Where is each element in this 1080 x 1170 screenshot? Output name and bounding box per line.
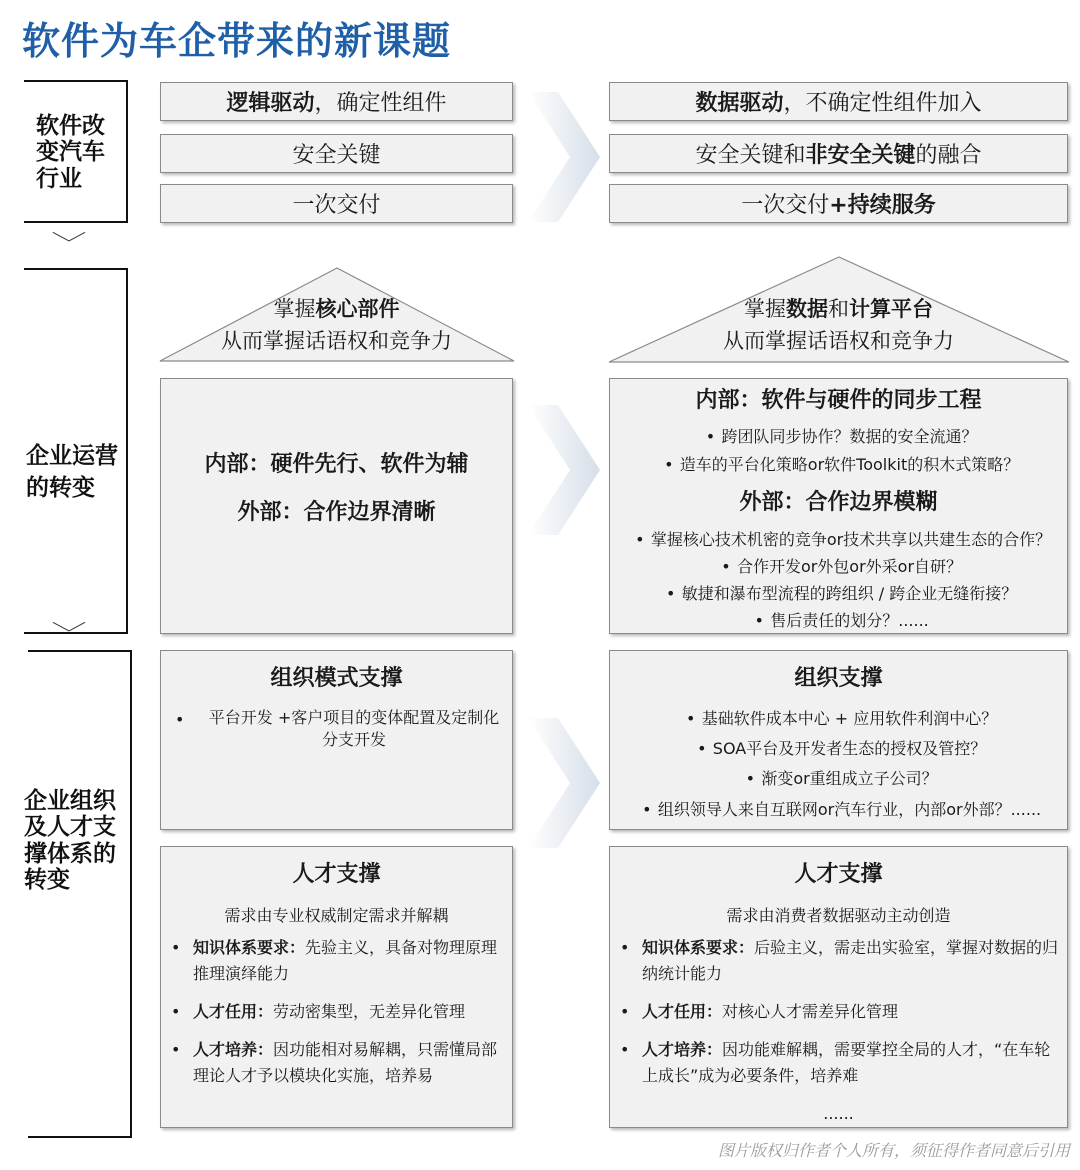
talent-right-item: • 知识体系要求：后验主义，需走出实验室，掌握对数据的归纳统计能力 bbox=[620, 938, 1059, 983]
industry-right-data: 数据驱动 ，不确定性组件加入 bbox=[609, 82, 1068, 121]
org-right-bullet: • 渐变or重组成立子公司？ bbox=[745, 769, 938, 788]
ops-left-internal: 内部：硬件先行、软件为辅 bbox=[204, 452, 469, 477]
ops-right-box bbox=[609, 378, 1068, 634]
talent-left-item: • 人才培养：因功能相对易解耦，只需懂局部理论人才予以模块化实施，培养易 bbox=[171, 1040, 498, 1085]
arrow-right-icon bbox=[528, 718, 602, 848]
ops-right-bullet: • 造车的平台化策略or软件Toolkit的积木式策略？ bbox=[664, 455, 1020, 474]
ops-right-bullet: • 售后责任的划分？...... bbox=[754, 611, 929, 630]
talent-right-item: • 人才任用：对核心人才需差异化管理 bbox=[620, 1002, 899, 1021]
ops-right-bullet: • 敏捷和瀑布型流程的跨组织 / 跨企业无缝衔接？ bbox=[665, 584, 1018, 603]
org-right-bullet: • 组织领导人来自互联网or汽车行业，内部or外部？...... bbox=[642, 800, 1042, 819]
talent-left-item: • 人才任用：劳动密集型，无差异化管理 bbox=[171, 1002, 466, 1021]
industry-left-safety: 安全关键 bbox=[160, 134, 513, 173]
talent-right-ellipsis: ...... bbox=[823, 1104, 854, 1123]
ops-left-box bbox=[160, 378, 513, 634]
org-right-title: 组织支撑 bbox=[794, 666, 883, 691]
section-label-industry: 软件改变汽车行业 bbox=[36, 113, 105, 192]
org-right-bullet: • 基础软件成本中心 + 应用软件利润中心？ bbox=[685, 709, 998, 728]
section-label-operations: 企业运营的转变 bbox=[26, 443, 118, 502]
chevron-down-icon: ﹀ bbox=[51, 622, 87, 647]
ops-right-internal-heading: 内部：软件与硬件的同步工程 bbox=[695, 388, 982, 413]
arrow-right-icon bbox=[528, 405, 602, 535]
ops-right-bullet: • 跨团队同步协作？数据的安全流通？ bbox=[705, 427, 978, 446]
industry-right-safety: 安全关键和 非安全关键 的融合 bbox=[609, 134, 1068, 173]
section-label-organization: 企业组织及人才支撑体系的转变 bbox=[24, 788, 116, 894]
roof-left-text: 掌握核心部件 从而掌握话语权和竞争力 bbox=[221, 297, 452, 353]
ops-right-external-heading: 外部：合作边界模糊 bbox=[739, 490, 938, 515]
copyright-watermark: 图片版权归作者个人所有，须征得作者同意后引用 bbox=[717, 1141, 1070, 1160]
org-left-bullet: • 平台开发 +客户项目的变体配置及定制化分支开发 bbox=[175, 708, 500, 749]
talent-right-title: 人才支撑 bbox=[794, 862, 883, 887]
org-left-box bbox=[160, 650, 513, 830]
talent-right-subtitle: 需求由消费者数据驱动主动创造 bbox=[726, 906, 951, 925]
ops-right-bullet: • 合作开发or外包or外采or自研？ bbox=[721, 557, 963, 576]
talent-left-title: 人才支撑 bbox=[292, 862, 381, 887]
talent-left-item: • 知识体系要求：先验主义，具备对物理原理推理演绎能力 bbox=[171, 938, 498, 983]
talent-right-box bbox=[609, 846, 1068, 1128]
section-bracket-3 bbox=[28, 650, 132, 1138]
arrow-right-icon bbox=[528, 92, 602, 222]
industry-right-delivery: 一次交付 +持续服务 bbox=[609, 184, 1068, 223]
ops-right-bullet: • 掌握核心技术机密的竞争or技术共享以共建生态的合作？ bbox=[635, 530, 1052, 549]
ops-left-external: 外部：合作边界清晰 bbox=[237, 500, 436, 525]
roof-right-text: 掌握数据和计算平台 从而掌握话语权和竞争力 bbox=[723, 297, 954, 353]
org-left-title: 组织模式支撑 bbox=[270, 666, 403, 691]
page-title: 软件为车企带来的新课题 bbox=[22, 19, 452, 63]
industry-left-logic: 逻辑驱动 ，确定性组件 bbox=[160, 82, 513, 121]
chevron-down-icon: ﹀ bbox=[51, 232, 87, 257]
talent-right-item: • 人才培养：因功能难解耦，需要掌控全局的人才，“在车轮上成长”成为必要条件，培养难 bbox=[620, 1040, 1051, 1085]
org-right-box bbox=[609, 650, 1068, 830]
talent-left-subtitle: 需求由专业权威制定需求并解耦 bbox=[224, 906, 449, 925]
industry-left-delivery: 一次交付 bbox=[160, 184, 513, 223]
talent-left-box bbox=[160, 846, 513, 1128]
org-right-bullet: • SOA平台及开发者生态的授权及管控？ bbox=[697, 739, 987, 758]
